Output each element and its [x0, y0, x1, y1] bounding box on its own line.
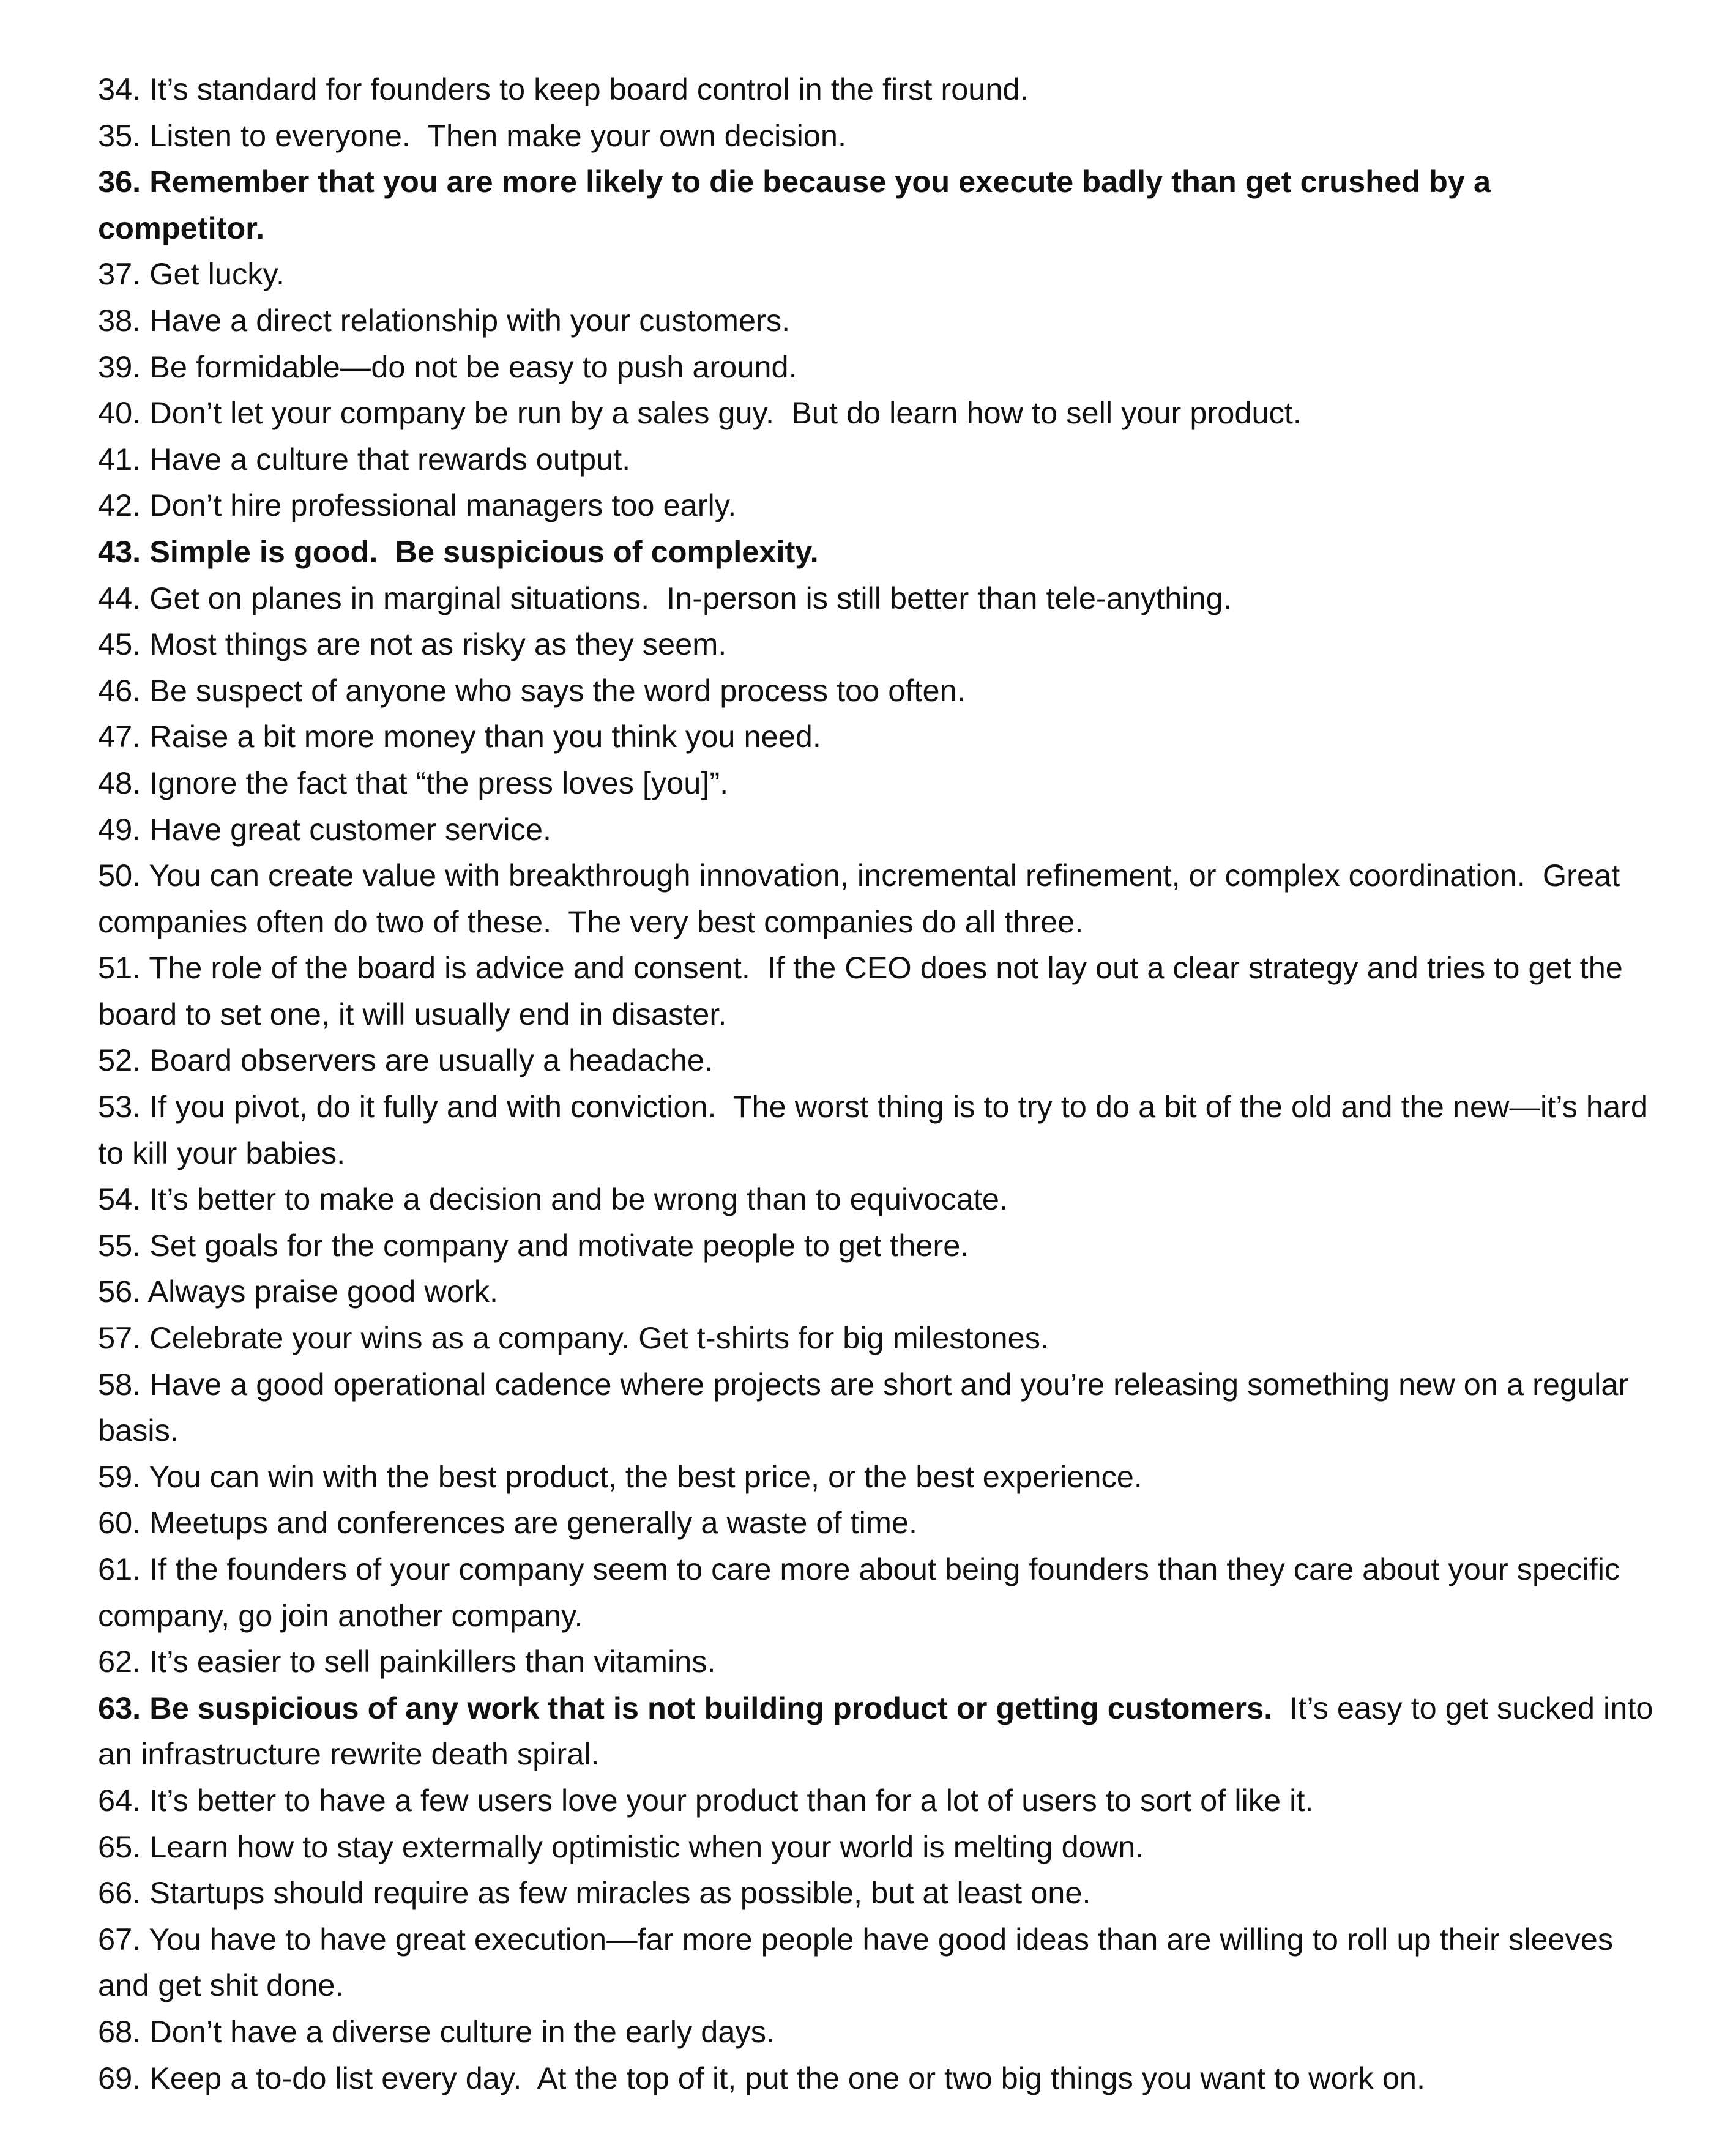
list-item [98, 344, 1664, 390]
list-item [98, 621, 1664, 667]
list-item [98, 1638, 1664, 1685]
item-text: Don’t hire professional managers too early. [141, 488, 737, 523]
list-item [98, 529, 1664, 575]
item-number: 46. [98, 672, 141, 708]
list-item [98, 1268, 1664, 1315]
item-number: 47. [98, 719, 141, 754]
list-item [98, 482, 1664, 529]
item-text: Celebrate your wins as a company. Get t-shirts for big milestones. [141, 1320, 1049, 1356]
item-text: Have a good operational cadence where projects are short and you’re releasing something new on a regular basis. [98, 1366, 1638, 1448]
item-text: Meetups and conferences are generally a waste of time. [141, 1505, 918, 1541]
item-number: 37. [98, 256, 141, 292]
document-body [98, 66, 1664, 2101]
item-number: 38. [98, 302, 141, 338]
item-text: You have to have great execution—far more people have good ideas than are willing to roll up their sleeves and get shit done. [98, 1921, 1622, 2003]
item-text: Keep a to-do list every day. At the top of it, put the one or two big things you want to work on. [141, 2060, 1426, 2095]
list-item [98, 1176, 1664, 1222]
list-item [98, 1500, 1664, 1546]
item-number: 35. [98, 117, 141, 153]
list-item [98, 436, 1664, 483]
list-item [98, 1870, 1664, 1916]
item-text: Have a culture that rewards output. [141, 441, 631, 477]
item-number: 54. [98, 1181, 141, 1217]
item-number: 53. [98, 1089, 141, 1124]
item-bold-text: Be suspicious of any work that is not building product or getting customers. [141, 1690, 1273, 1725]
list-item [98, 1084, 1664, 1176]
list-item [98, 158, 1664, 251]
item-number: 63. [98, 1690, 141, 1725]
item-number: 50. [98, 858, 141, 893]
item-text: Don’t let your company be run by a sales guy. But do learn how to sell your product. [141, 395, 1302, 431]
item-number: 64. [98, 1782, 141, 1818]
item-text: Have great customer service. [141, 811, 551, 847]
item-text: Most things are not as risky as they seem. [141, 626, 727, 662]
list-item [98, 1777, 1664, 1824]
list-item [98, 1222, 1664, 1269]
item-text: It’s better to make a decision and be wrong than to equivocate. [141, 1181, 1008, 1217]
list-item [98, 1454, 1664, 1500]
item-number: 68. [98, 2013, 141, 2049]
list-item [98, 2055, 1664, 2102]
item-number: 43. [98, 533, 141, 569]
list-item [98, 575, 1664, 622]
list-item [98, 667, 1664, 714]
list-item [98, 1546, 1664, 1638]
item-text: If you pivot, do it fully and with conviction. The worst thing is to try to do a bit of the old and the new—it’s hard to kill your babies. [98, 1089, 1657, 1170]
item-text: Learn how to stay extermally optimistic when your world is melting down. [141, 1829, 1144, 1864]
list-item [98, 297, 1664, 344]
item-number: 36. [98, 164, 141, 199]
item-text: Have a direct relationship with your customers. [141, 302, 791, 338]
item-number: 40. [98, 395, 141, 431]
item-number: 39. [98, 349, 141, 384]
list-item [98, 945, 1664, 1037]
list-item [98, 1037, 1664, 1084]
item-text: Ignore the fact that “the press loves [you]”. [141, 765, 729, 800]
item-bold-text: Simple is good. Be suspicious of complexity. [141, 533, 819, 569]
list-item [98, 66, 1664, 113]
list-item [98, 806, 1664, 853]
list-item [98, 1315, 1664, 1361]
list-item [98, 1361, 1664, 1454]
item-number: 44. [98, 580, 141, 615]
item-text: Set goals for the company and motivate people to get there. [141, 1227, 969, 1263]
item-number: 41. [98, 441, 141, 477]
list-item [98, 113, 1664, 159]
item-text: It’s better to have a few users love your product than for a lot of users to sort of like it. [141, 1782, 1314, 1818]
item-text: Get on planes in marginal situations. In-person is still better than tele-anything. [141, 580, 1232, 615]
item-text: The role of the board is advice and consent. If the CEO does not lay out a clear strategy and tries to get the board to set one, it will usually end in disaster. [98, 950, 1631, 1032]
item-text: Don’t have a diverse culture in the early days. [141, 2013, 775, 2049]
item-text: You can win with the best product, the best price, or the best experience. [141, 1459, 1142, 1494]
item-text: It’s easy to get sucked into an infrastructure rewrite death spiral. [98, 1690, 1662, 1772]
item-number: 45. [98, 626, 141, 662]
item-number: 60. [98, 1505, 141, 1541]
item-text: Be suspect of anyone who says the word process too often. [141, 672, 966, 708]
item-text: It’s easier to sell painkillers than vitamins. [141, 1644, 716, 1679]
item-bold-text: Remember that you are more likely to die because you execute badly than get crushed by a competitor. [98, 164, 1500, 245]
list-item [98, 1685, 1664, 1777]
item-number: 62. [98, 1644, 141, 1679]
list-item [98, 251, 1664, 297]
item-text: Be formidable—do not be easy to push around. [141, 349, 797, 384]
item-number: 56. [98, 1274, 141, 1309]
item-text: Startups should require as few miracles as possible, but at least one. [141, 1875, 1091, 1911]
list-item [98, 760, 1664, 806]
item-number: 55. [98, 1227, 141, 1263]
item-text: If the founders of your company seem to care more about being founders than they care about your specific company, go join another company. [98, 1552, 1629, 1633]
item-number: 57. [98, 1320, 141, 1356]
item-number: 52. [98, 1043, 141, 1078]
list-item [98, 390, 1664, 436]
list-item [98, 713, 1664, 760]
list-item [98, 852, 1664, 945]
list-item [98, 1824, 1664, 1870]
item-number: 48. [98, 765, 141, 800]
item-number: 61. [98, 1552, 141, 1586]
item-text: Get lucky. [141, 256, 285, 292]
item-text: Raise a bit more money than you think you need. [141, 719, 821, 754]
item-text: Listen to everyone. Then make your own decision. [141, 117, 846, 153]
item-number: 49. [98, 811, 141, 847]
list-item [98, 2009, 1664, 2055]
item-number: 65. [98, 1829, 141, 1864]
item-text: It’s standard for founders to keep board control in the first round. [141, 72, 1029, 106]
item-number: 34. [98, 72, 141, 106]
item-number: 67. [98, 1921, 141, 1957]
item-text: You can create value with breakthrough innovation, incremental refinement, or complex coordination. Great companies often do two of these. The very best companies do all three. [98, 858, 1629, 939]
item-number: 69. [98, 2060, 141, 2095]
item-number: 51. [98, 950, 141, 986]
item-number: 59. [98, 1459, 141, 1494]
item-number: 66. [98, 1875, 141, 1911]
list-item [98, 1916, 1664, 2009]
item-text: Always praise good work. [141, 1274, 499, 1309]
item-text: Board observers are usually a headache. [141, 1043, 714, 1078]
item-number: 42. [98, 488, 141, 523]
item-number: 58. [98, 1366, 141, 1402]
